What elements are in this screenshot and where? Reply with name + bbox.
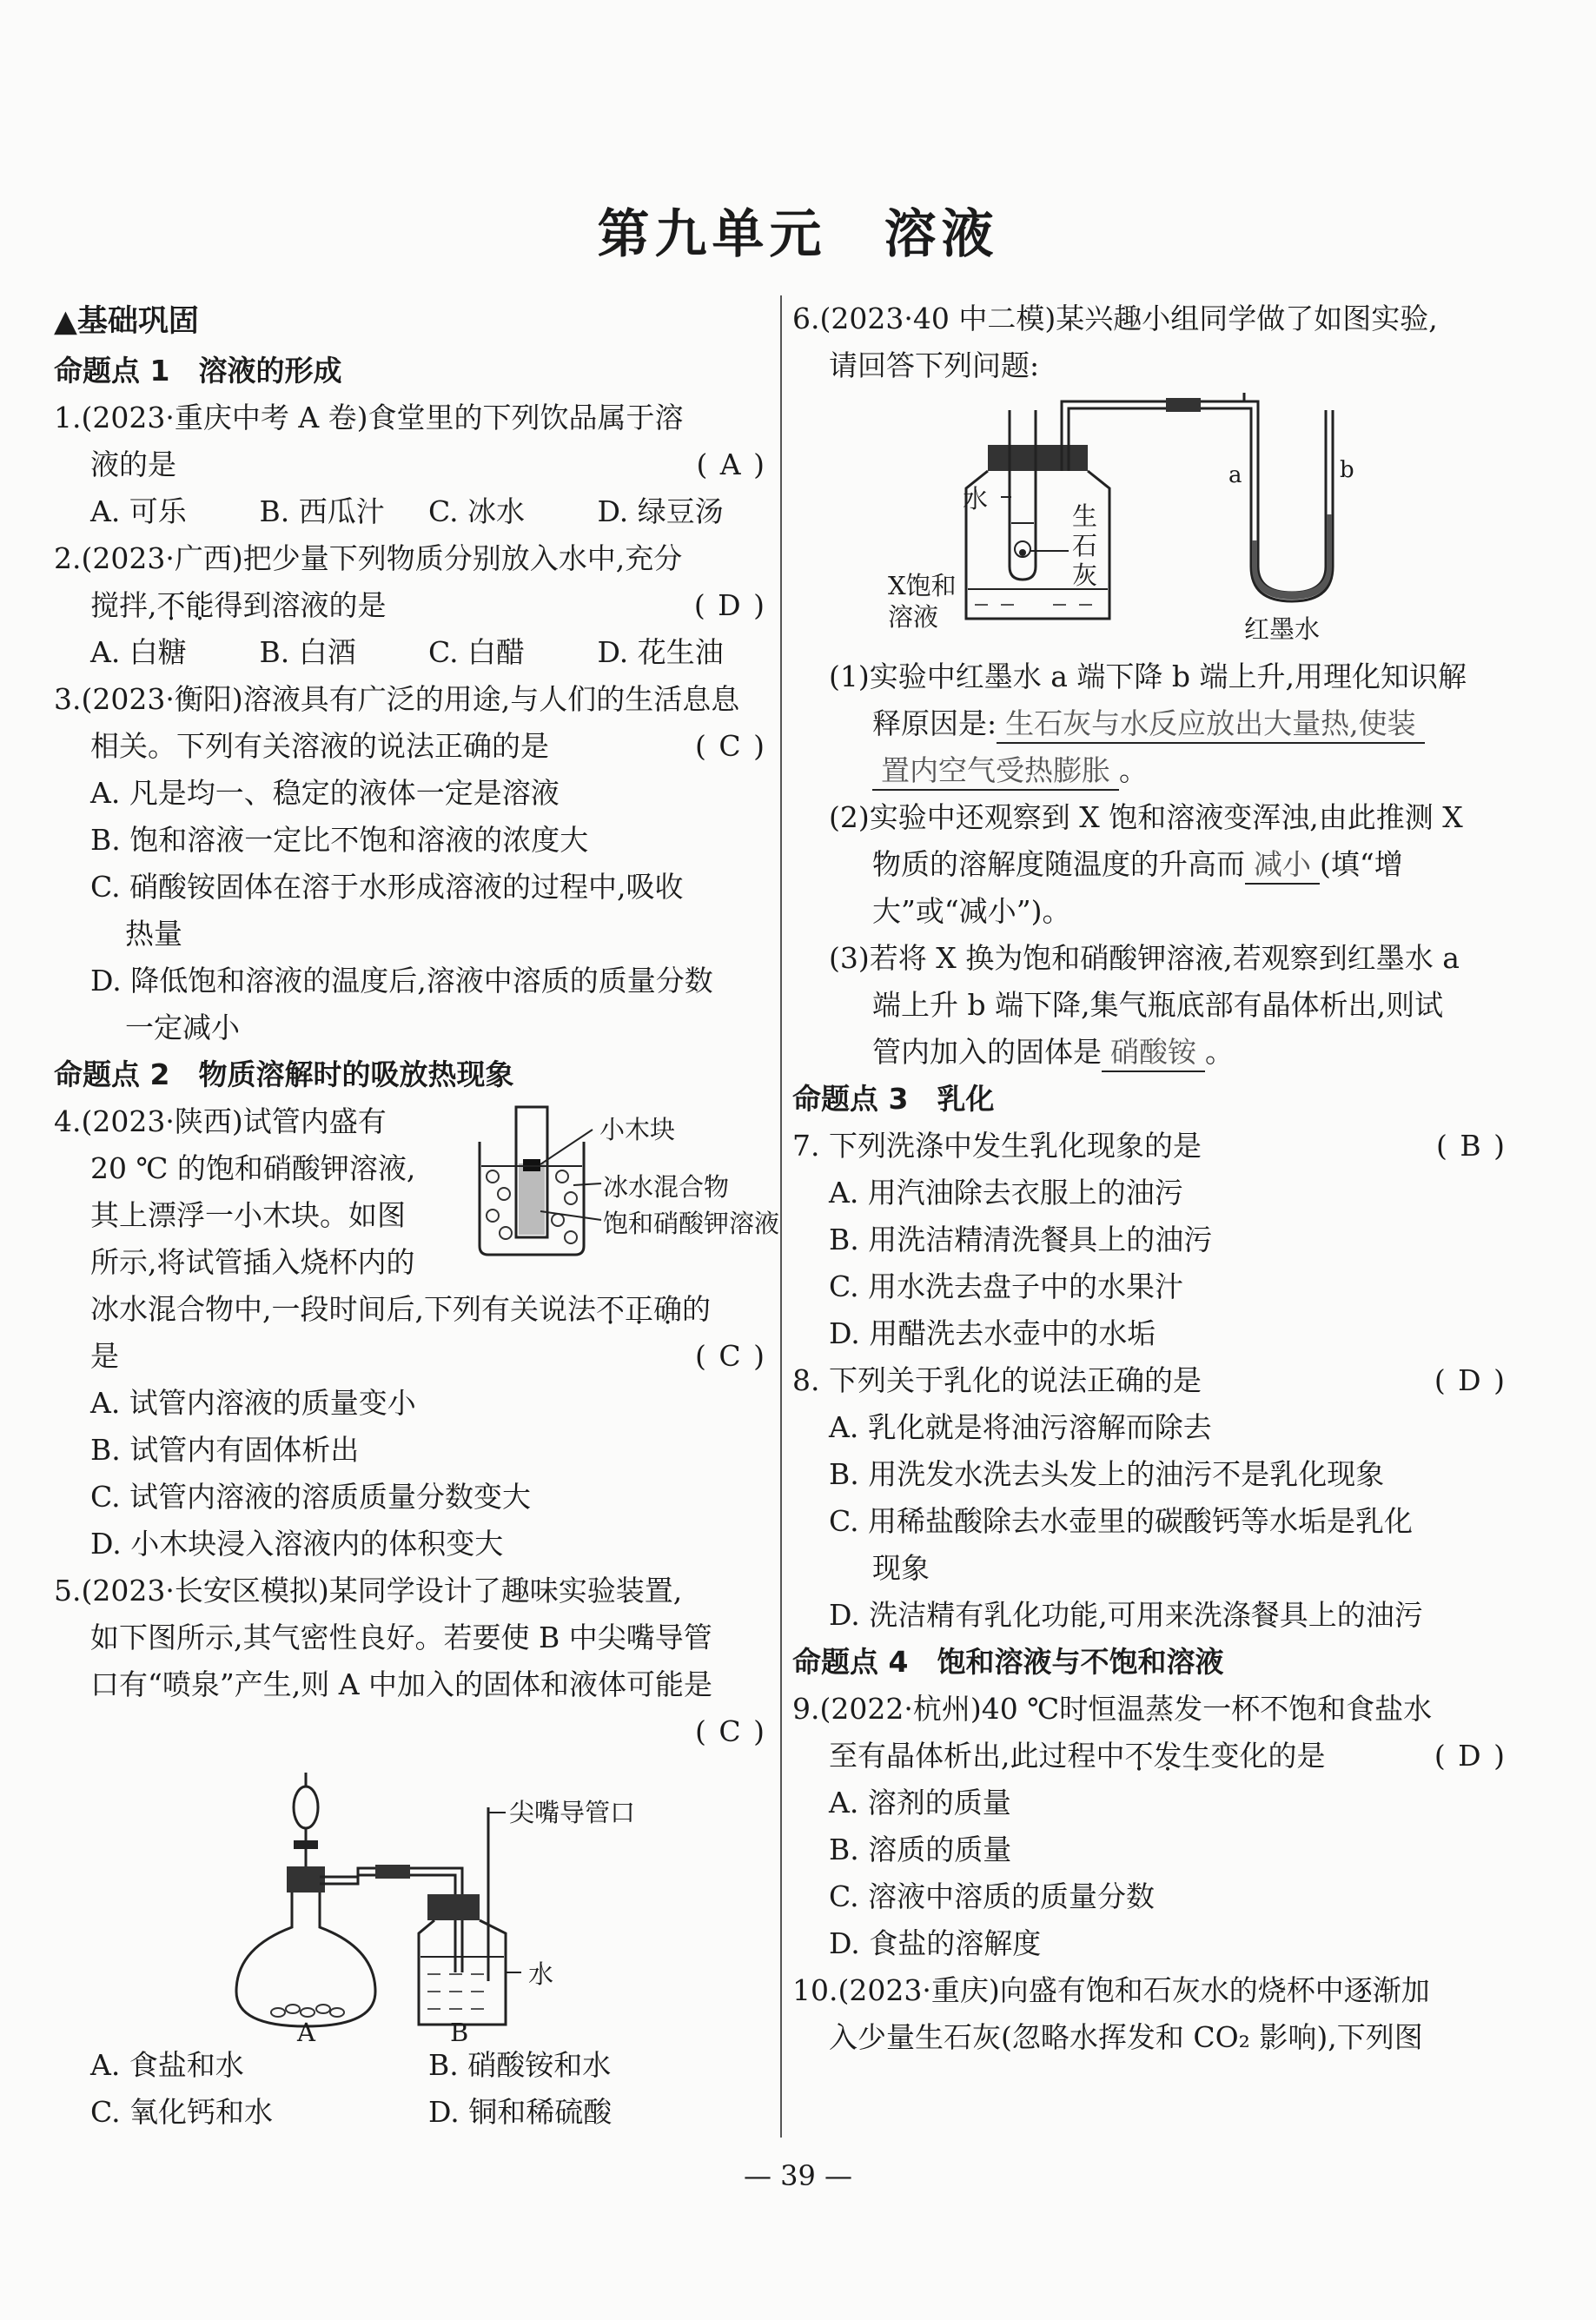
- option: D. 小木块浸入溶液内的体积变大: [90, 1527, 504, 1561]
- topic-heading: 命题点 1 溶液的形成: [54, 354, 342, 388]
- answer-blank: 生石灰与水反应放出大量热,使装: [997, 706, 1425, 744]
- question-stem: 其上漂浮一小木块。如图: [90, 1198, 406, 1232]
- question-stem: 如下图所示,其气密性良好。若要使 B 中尖嘴导管: [90, 1621, 712, 1654]
- option: D. 绿豆汤: [597, 494, 724, 528]
- label-ice-water: 冰水混合物: [603, 1172, 730, 1202]
- label-b-end: b: [1340, 457, 1354, 483]
- question-stem: 10.(2023·重庆)向盛有饱和石灰水的烧杯中逐渐加: [792, 1973, 1430, 2007]
- fountain-diagram: [54, 1755, 766, 2042]
- option: D. 洗洁精有乳化功能,可用来洗涤餐具上的油污: [829, 1598, 1423, 1632]
- question-stem: 所示,将试管插入烧杯内的: [90, 1245, 415, 1279]
- option: C. 冰水: [428, 494, 526, 528]
- option: D. 食盐的溶解度: [829, 1926, 1042, 1960]
- question-1: [54, 394, 766, 535]
- option: 一定减小: [125, 1011, 240, 1044]
- sub-question: 物质的溶解度随温度的升高而 减小 (填“增: [792, 841, 1507, 888]
- label-water: 水: [963, 484, 989, 514]
- question-stem: 液的是 ( A ): [54, 441, 766, 488]
- question-stem: 8. 下列关于乳化的说法正确的是 ( D ): [792, 1357, 1507, 1404]
- sub-question: (3)若将 X 换为饱和硝酸钾溶液,若观察到红墨水 a: [829, 941, 1460, 975]
- option: A. 用汽油除去衣服上的油污: [829, 1176, 1183, 1210]
- label-a-end: a: [1228, 462, 1242, 488]
- option: B. 用洗发水洗去头发上的油污不是乳化现象: [829, 1457, 1385, 1491]
- label-quicklime-2: 石: [1072, 531, 1098, 560]
- question-2: [54, 535, 766, 676]
- option: B. 饱和溶液一定比不饱和溶液的浓度大: [90, 823, 589, 857]
- option: A. 白糖: [90, 635, 187, 669]
- option: C. 用水洗去盘子中的水果汁: [829, 1269, 1184, 1303]
- question-10: [792, 1967, 1507, 2061]
- option: A. 乳化就是将油污溶解而除去: [829, 1410, 1212, 1444]
- answer: ( C ): [695, 1339, 766, 1373]
- option: C. 溶液中溶质的质量分数: [829, 1879, 1156, 1913]
- sub-question: 大”或“减小”)。: [872, 894, 1071, 928]
- topic-heading: 命题点 2 物质溶解时的吸放热现象: [54, 1057, 514, 1091]
- u-tube-figure: [792, 393, 1507, 653]
- topic-heading: 命题点 4 饱和溶液与不饱和溶液: [792, 1645, 1224, 1679]
- answer-blank: 硝酸铵: [1102, 1034, 1205, 1072]
- label-x-solution-2: 溶液: [888, 602, 939, 632]
- option: B. 西瓜汁: [259, 494, 385, 528]
- option: D. 用醋洗去水壶中的水垢: [829, 1316, 1156, 1350]
- question-stem: 1.(2023·重庆中考 A 卷)食堂里的下列饮品属于溶: [54, 401, 684, 434]
- label-red-ink: 红墨水: [1244, 614, 1321, 644]
- option: C. 试管内溶液的溶质质量分数变大: [90, 1480, 532, 1514]
- question-stem: 冰水混合物中,一段时间后,下列有关说法不正确的: [90, 1292, 711, 1326]
- question-stem: 入少量生石灰(忽略水挥发和 CO₂ 影响),下列图: [829, 2020, 1423, 2054]
- answer: ( B ): [1436, 1129, 1507, 1163]
- option: B. 试管内有固体析出: [90, 1433, 360, 1467]
- question-stem: [54, 1708, 766, 1755]
- label-a: A: [297, 2018, 315, 2047]
- answer: ( C ): [695, 1714, 766, 1748]
- label-x-solution-1: X饱和: [888, 571, 957, 600]
- label-nozzle: 尖嘴导管口: [509, 1798, 636, 1827]
- answer: ( D ): [1434, 1739, 1507, 1773]
- question-stem: 7. 下列洗涤中发生乳化现象的是 ( B ): [792, 1123, 1507, 1170]
- sub-question: 置内空气受热膨胀 。: [792, 747, 1507, 794]
- section-heading: ▲基础巩固: [54, 304, 199, 339]
- answer: ( D ): [693, 588, 766, 622]
- fountain-apparatus-figure: [54, 1755, 766, 2047]
- option: D. 花生油: [597, 635, 724, 669]
- options-row: [54, 2089, 766, 2136]
- option: 热量: [125, 917, 182, 951]
- option: B. 溶质的质量: [829, 1833, 1012, 1866]
- answer: ( C ): [695, 729, 766, 763]
- option: A. 食盐和水: [90, 2048, 244, 2082]
- topic-heading: 命题点 3 乳化: [792, 1082, 995, 1116]
- options-row: [54, 2042, 766, 2089]
- question-stem: 3.(2023·衡阳)溶液具有广泛的用途,与人们的生活息息: [54, 682, 740, 716]
- answer: ( D ): [1434, 1363, 1507, 1397]
- option: B. 硝酸铵和水: [428, 2048, 612, 2082]
- left-column: [54, 295, 780, 2136]
- right-column: [792, 295, 1507, 2061]
- question-stem: 搅拌,不能得到溶液的是 ( D ): [54, 582, 766, 629]
- label-quicklime-1: 生: [1072, 501, 1098, 531]
- sub-question: (2)实验中还观察到 X 饱和溶液变浑浊,由此推测 X: [829, 800, 1463, 834]
- sub-question: 释原因是: 生石灰与水反应放出大量热,使装: [792, 700, 1507, 747]
- question-stem: 相关。下列有关溶液的说法正确的是 ( C ): [54, 723, 766, 770]
- question-stem: 4.(2023·陕西)试管内盛有: [54, 1104, 387, 1138]
- option: C. 用稀盐酸除去水壶里的碳酸钙等水垢是乳化: [829, 1504, 1414, 1538]
- options-row: [54, 629, 766, 676]
- option: D. 降低饱和溶液的温度后,溶液中溶质的质量分数: [90, 964, 713, 998]
- question-4: [54, 1098, 780, 1568]
- option: A. 溶剂的质量: [829, 1786, 1011, 1820]
- option: B. 白酒: [259, 635, 356, 669]
- question-6: [792, 295, 1507, 1076]
- label-wood-block: 小木块: [599, 1115, 676, 1144]
- option: B. 用洗洁精清洗餐具上的油污: [829, 1223, 1213, 1256]
- question-stem: 至有晶体析出,此过程中不发生变化的是 ( D ): [792, 1733, 1507, 1780]
- question-stem: 2.(2023·广西)把少量下列物质分别放入水中,充分: [54, 541, 683, 575]
- question-stem: 5.(2023·长安区模拟)某同学设计了趣味实验装置,: [54, 1574, 683, 1607]
- sub-question: 端上升 b 端下降,集气瓶底部有晶体析出,则试: [872, 988, 1444, 1022]
- label-kno3-solution: 饱和硝酸钾溶液: [603, 1209, 780, 1238]
- question-9: [792, 1686, 1507, 1967]
- question-5: [54, 1568, 766, 2136]
- option: D. 铜和稀硫酸: [428, 2095, 613, 2129]
- label-water: 水: [528, 1959, 554, 1989]
- option: C. 硝酸铵固体在溶于水形成溶液的过程中,吸收: [90, 870, 684, 904]
- question-stem: 是 ( C ): [54, 1333, 766, 1380]
- question-3: [54, 676, 766, 1051]
- sub-question: (1)实验中红墨水 a 端下降 b 端上升,用理化知识解: [829, 660, 1467, 693]
- question-8: [792, 1357, 1507, 1639]
- label-b: B: [450, 2018, 469, 2047]
- option: 现象: [872, 1551, 930, 1585]
- answer-blank: 减小: [1245, 846, 1320, 885]
- question-stem: 6.(2023·40 中二模)某兴趣小组同学做了如图实验,: [792, 302, 1438, 335]
- label-quicklime-3: 灰: [1072, 560, 1098, 590]
- question-7: [792, 1123, 1507, 1357]
- question-stem: 请回答下列问题:: [829, 348, 1040, 382]
- option: A. 可乐: [90, 494, 187, 528]
- beaker-figure: [471, 1098, 780, 1289]
- option: A. 凡是均一、稳定的液体一定是溶液: [90, 776, 560, 810]
- option: C. 白醋: [428, 635, 526, 669]
- page-number: — 39 —: [743, 2159, 853, 2192]
- option: A. 试管内溶液的质量变小: [90, 1386, 416, 1420]
- option: C. 氧化钙和水: [90, 2095, 274, 2129]
- question-stem: 口有“喷泉”产生,则 A 中加入的固体和液体可能是: [90, 1667, 713, 1701]
- column-divider: [780, 295, 782, 2138]
- sub-question: 管内加入的固体是 硝酸铵 。: [792, 1029, 1507, 1076]
- question-stem: 20 ℃ 的饱和硝酸钾溶液,: [90, 1151, 416, 1185]
- answer: ( A ): [696, 447, 766, 481]
- options-row: [54, 488, 766, 535]
- page-title: 第九单元 溶液: [597, 204, 999, 265]
- question-stem: 9.(2022·杭州)40 ℃时恒温蒸发一杯不饱和食盐水: [792, 1692, 1433, 1726]
- answer-blank: 置内空气受热膨胀: [872, 752, 1119, 791]
